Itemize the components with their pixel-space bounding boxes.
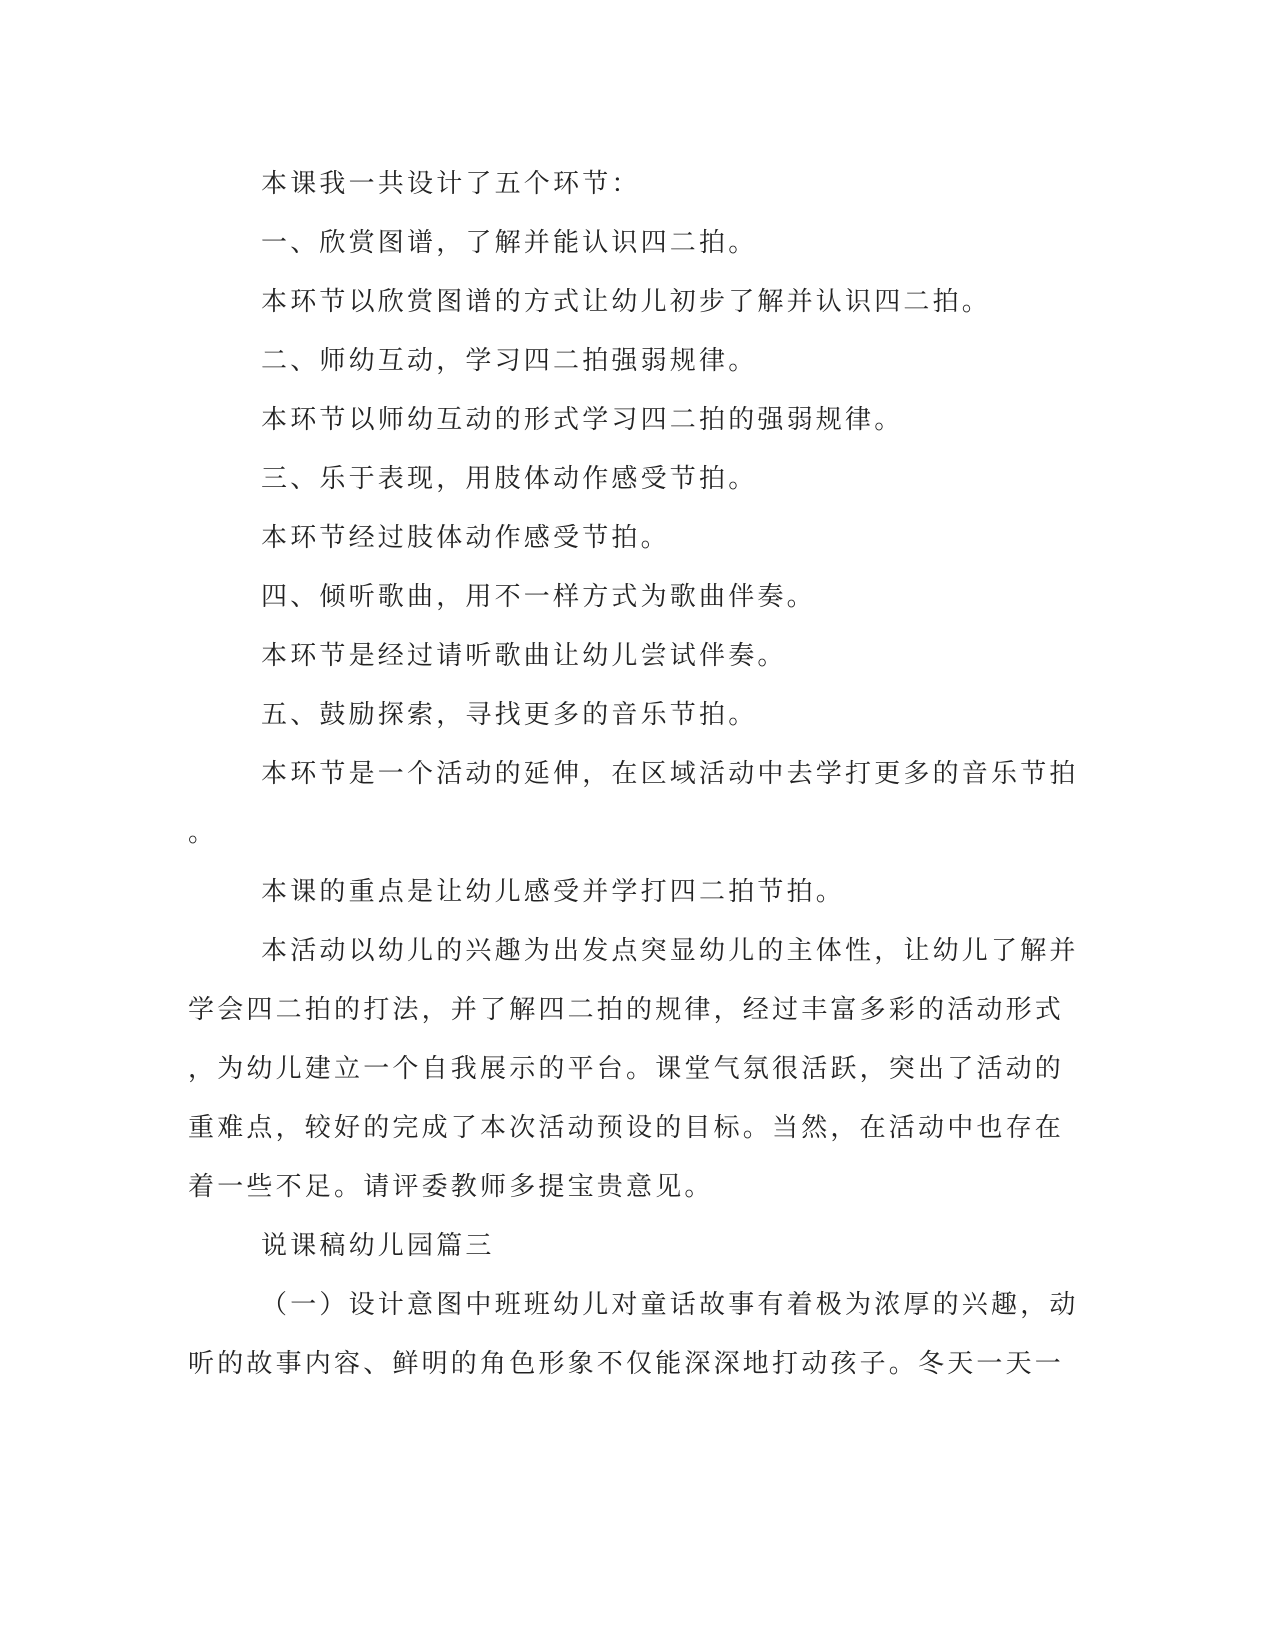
text-line: 本环节经过肢体动作感受节拍。 — [261, 523, 670, 553]
text-line: 本课我一共设计了五个环节： — [261, 169, 641, 199]
text-line: 五、鼓励探索，寻找更多的音乐节拍。 — [261, 700, 758, 730]
text-line: 本课的重点是让幼儿感受并学打四二拍节拍。 — [261, 877, 846, 907]
text-line: （一）设计意图中班班幼儿对童话故事有着极为浓厚的兴趣，动 — [261, 1290, 1079, 1320]
text-line: 本环节是经过请听歌曲让幼儿尝试伴奏。 — [261, 641, 787, 671]
text-line: 。 — [188, 818, 218, 848]
text-line: 二、师幼互动，学习四二拍强弱规律。 — [261, 346, 758, 376]
text-line: 本活动以幼儿的兴趣为出发点突显幼儿的主体性，让幼儿了解并 — [261, 936, 1079, 966]
text-line: 四、倾听歌曲，用不一样方式为歌曲伴奏。 — [261, 582, 816, 612]
text-line: 一、欣赏图谱，了解并能认识四二拍。 — [261, 228, 758, 258]
text-line: 着一些不足。请评委教师多提宝贵意见。 — [188, 1172, 714, 1202]
text-line: 学会四二拍的打法，并了解四二拍的规律，经过丰富多彩的活动形式 — [188, 995, 1065, 1025]
text-line: 本环节以师幼互动的形式学习四二拍的强弱规律。 — [261, 405, 904, 435]
section-heading: 说课稿幼儿园篇三 — [261, 1231, 495, 1261]
text-line: 听的故事内容、鲜明的角色形象不仅能深深地打动孩子。冬天一天一 — [188, 1349, 1065, 1379]
text-line: ，为幼儿建立一个自我展示的平台。课堂气氛很活跃，突出了活动的 — [188, 1054, 1065, 1084]
text-line: 本环节以欣赏图谱的方式让幼儿初步了解并认识四二拍。 — [261, 287, 992, 317]
text-line: 三、乐于表现，用肢体动作感受节拍。 — [261, 464, 758, 494]
text-line: 重难点，较好的完成了本次活动预设的目标。当然，在活动中也存在 — [188, 1113, 1065, 1143]
text-line: 本环节是一个活动的延伸，在区域活动中去学打更多的音乐节拍 — [261, 759, 1079, 789]
